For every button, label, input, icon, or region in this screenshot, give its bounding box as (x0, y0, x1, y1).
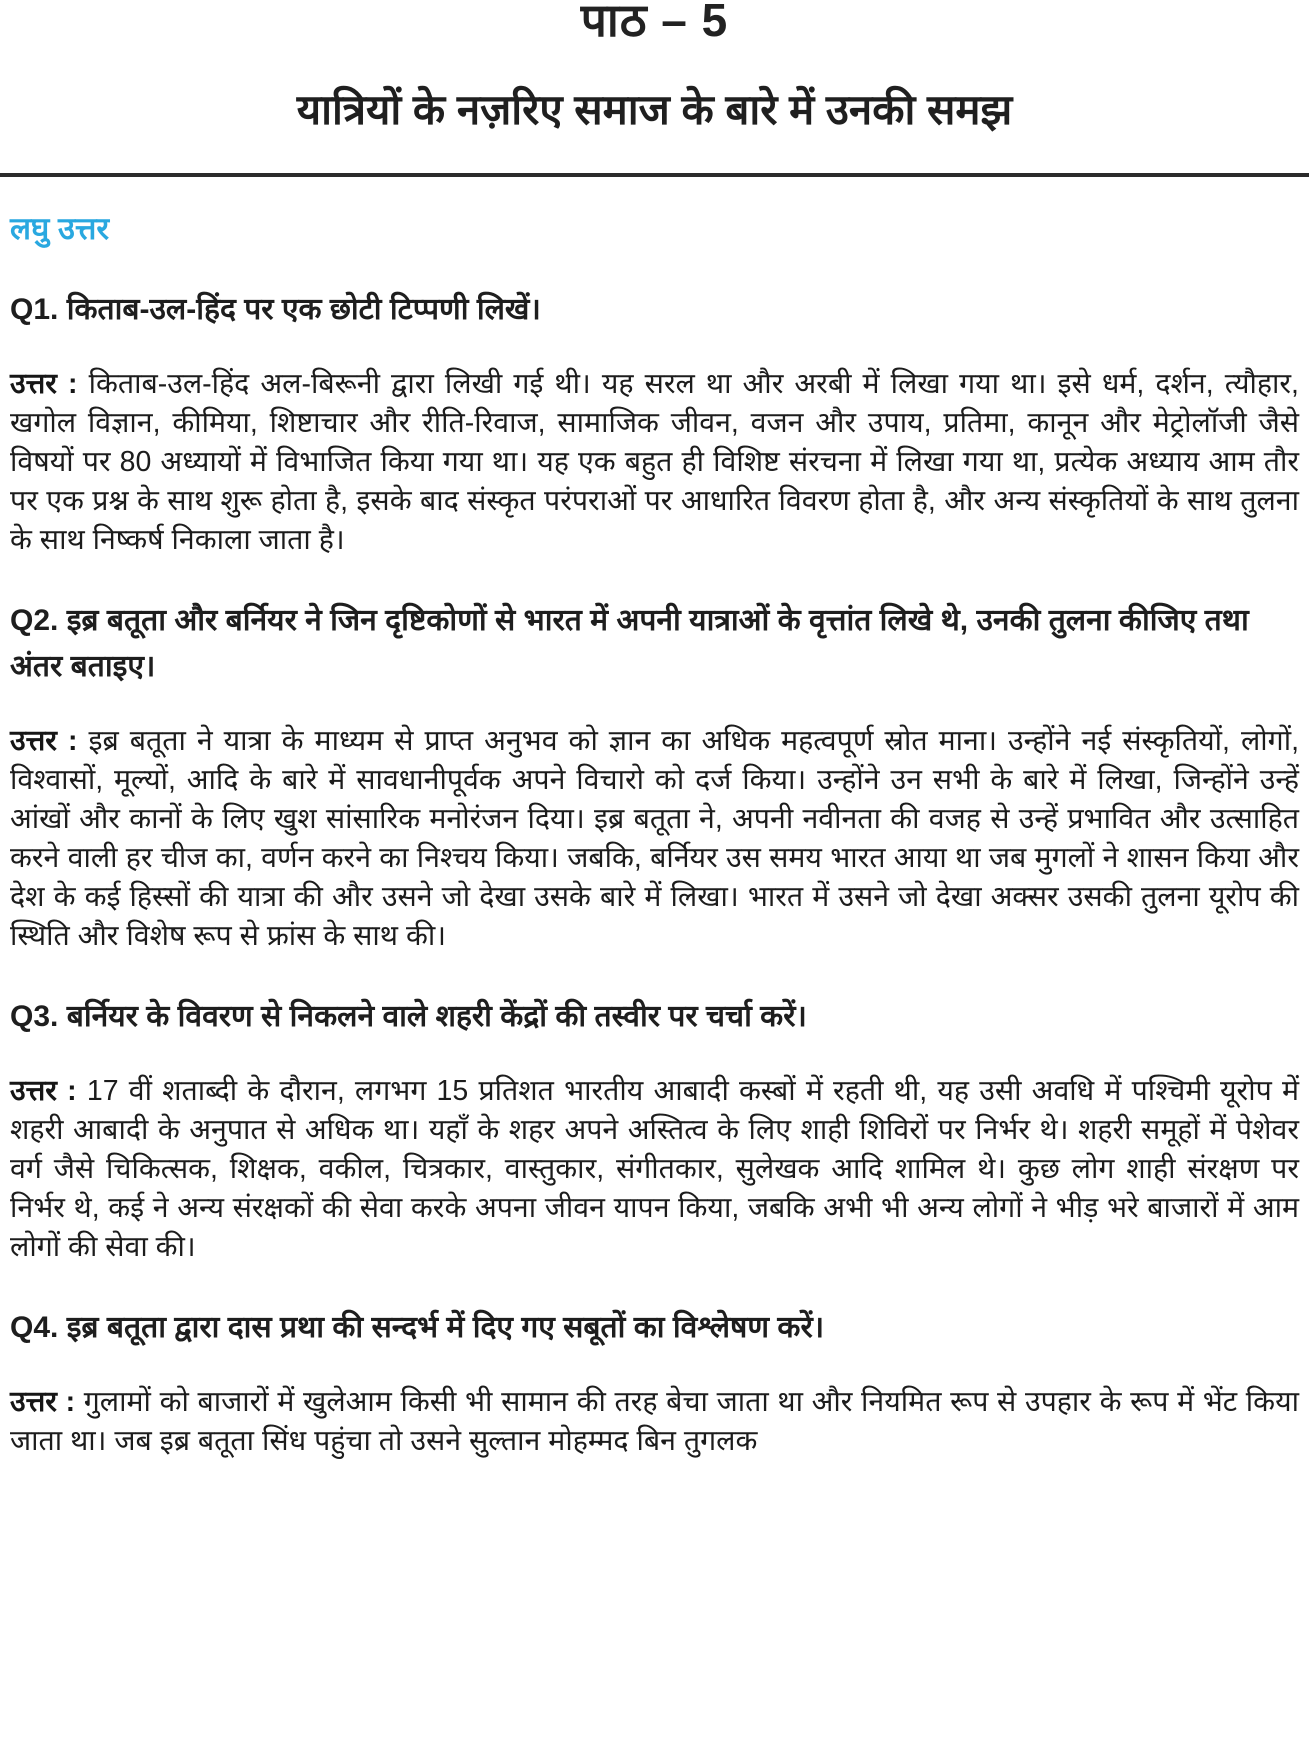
answer-2-prefix: उत्तर : (10, 725, 78, 757)
question-4: Q4. इब्र बतूता द्वारा दास प्रथा की सन्दर्भ में दिए गए सबूतों का विश्लेषण करें। (10, 1311, 825, 1344)
answer-1 (10, 365, 1299, 560)
answer-3-prefix: उत्तर : (10, 1075, 77, 1107)
chapter-number-title: पाठ – 5 (580, 0, 729, 46)
answer-3-text: 17 वीं शताब्दी के दौरान, लगभग 15 प्रतिशत भारतीय आबादी कस्बों में रहती थी, यह उसी अवधि में पश्चिमी यूरोप में शहरी आबादी के अनुपात से अधिक था। यहाँ के शहर अपने अस्तित्व के लिए शाही शिविरों पर निर्भर थे। शहरी समूहों में पेशेवर वर्ग जैसे चिकित्सक, शिक्षक, वकील, चित्रकार, वास्तुकार, संगीतकार, सुलेखक आदि शामिल थे। कुछ लोग शाही संरक्षण पर निर्भर थे, कई ने अन्य संरक्षकों की सेवा करके अपना जीवन यापन किया, जबकि अभी भी अन्य लोगों ने भीड़ भरे बाजारों में आम लोगों की सेवा की। (10, 1075, 1300, 1263)
answer-1-text: किताब-उल-हिंद अल-बिरूनी द्वारा लिखी गई थी। यह सरल था और अरबी में लिखा गया था। इसे धर्म, दर्शन, त्यौहार, खगोल विज्ञान, कीमिया, शिष्टाचार और रीति-रिवाज, सामाजिक जीवन, वजन और उपाय, प्रतिमा, कानून और मेट्रोलॉजी जैसे विषयों पर 80 अध्यायों में विभाजित किया गया था। यह एक बहुत ही विशिष्ट संरचना में लिखा गया था, प्रत्येक अध्याय आम तौर पर एक प्रश्न के साथ शुरू होता है, इसके बाद संस्कृत परंपराओं पर आधारित विवरण होता है, और अन्य संस्कृतियों के साथ तुलना के साथ निष्कर्ष निकाला जाता है। (10, 368, 1299, 556)
qa-block-2 (10, 598, 1299, 956)
page-title: यात्रियों के नज़रिए समाज के बारे में उनकी समझ (296, 86, 1013, 133)
answer-1-prefix: उत्तर : (10, 368, 78, 400)
answer-2-text: इब्र बतूता ने यात्रा के माध्यम से प्राप्त अनुभव को ज्ञान का अधिक महत्वपूर्ण स्रोत माना। उन्होंने नई संस्कृतियों, लोगों, विश्वासों, मूल्यों, आदि के बारे में सावधानीपूर्वक अपने विचारो को दर्ज किया। उन्होंने उन सभी के बारे में लिखा, जिन्होंने उन्हें आंखों और कानों के लिए खुश सांसारिक मनोरंजन दिया। इब्र बतूता ने, अपनी नवीनता की वजह से उन्हें प्रभावित और उत्साहित करने वाली हर चीज का, वर्णन करने का निश्चय किया। जबकि, बर्नियर उस समय भारत आया था जब मुगलों ने शासन किया और देश के कई हिस्सों की यात्रा की और उसने जो देखा उसके बारे में लिखा। भारत में उसने जो देखा अक्सर उसकी तुलना यूरोप की स्थिति और विशेष रूप से फ्रांस के साथ की। (10, 725, 1299, 952)
qa-block-3 (10, 994, 1299, 1267)
answer-4-text: गुलामों को बाजारों में खुलेआम किसी भी सामान की तरह बेचा जाता था और नियमित रूप से उपहार के रूप में भेंट किया जाता था। जब इब्र बतूता सिंध पहुंचा तो उसने सुल्तान मोहम्मद बिन तुगलक (10, 1386, 1299, 1457)
answer-4 (10, 1383, 1299, 1461)
qa-block-4 (10, 1305, 1299, 1461)
answer-4-prefix: उत्तर : (10, 1386, 76, 1418)
section-label: लघु उत्तर (10, 211, 110, 246)
question-3: Q3. बर्नियर के विवरण से निकलने वाले शहरी केंद्रों की तस्वीर पर चर्चा करें। (10, 1000, 807, 1033)
title-block (10, 0, 1299, 137)
answer-2 (10, 722, 1299, 956)
question-2: Q2. इब्र बतूता और बर्नियर ने जिन दृष्टिकोणों से भारत में अपनी यात्राओं के वृत्तांत लिखे थे, उनकी तुलना कीजिए तथा अंतर बताइए। (10, 604, 1249, 683)
answer-3 (10, 1072, 1299, 1267)
qa-block-1 (10, 287, 1299, 560)
question-1: Q1. किताब-उल-हिंद पर एक छोटी टिप्पणी लिखें। (10, 293, 541, 326)
divider (0, 173, 1309, 177)
